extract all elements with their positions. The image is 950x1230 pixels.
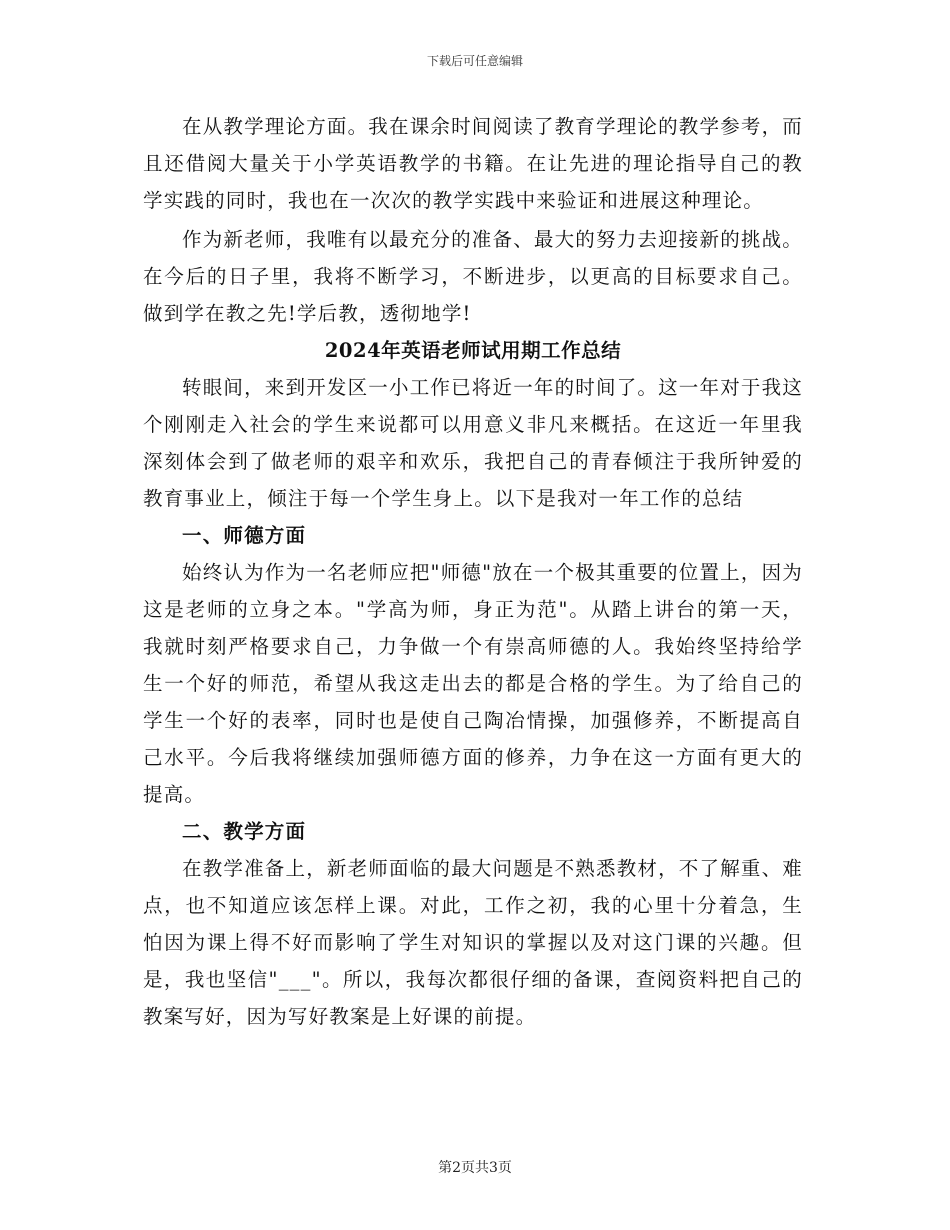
paragraph-new-teacher: 作为新老师，我唯有以最充分的准备、最大的努力去迎接新的挑战。在今后的日子里，我将不断学习，不断进步，以更高的目标要求自己。做到学在教之先!学后教，透彻地学!: [143, 228, 804, 325]
paragraph-intro: 转眼间，来到开发区一小工作已将近一年的时间了。这一年对于我这个刚刚走入社会的学生来说都可以用意义非凡来概括。在这近一年里我深刻体会到了做老师的艰辛和欢乐，我把自己的青春倾注于我所钟爱的教育事业上，倾注于每一个学生身上。以下是我对一年工作的总结: [143, 376, 804, 510]
page-footer: 第2页共3页: [438, 1160, 512, 1176]
paragraph-ethics: 始终认为作为一名老师应把"师德"放在一个极其重要的位置上，因为这是老师的立身之本。"学高为师，身正为范"。从踏上讲台的第一天，我就时刻严格要求自己，力争做一个有崇高师德的人。我始终坚持给学生一个好的师范，希望从我这走出去的都是合格的学生。为了给自己的学生一个好的表率，同时也是使自己陶冶情操，加强修养，不断提高自己水平。今后我将继续加强师德方面的修养，力争在这一方面有更大的提高。: [143, 561, 803, 806]
section-heading-ethics: 一、师德方面: [182, 524, 307, 547]
paragraph-teaching: 在教学准备上，新老师面临的最大问题是不熟悉教材，不了解重、难点，也不知道应该怎样上课。对此，工作之初，我的心里十分着急，生怕因为课上得不好而影响了学生对知识的掌握以及对这门课的兴趣。但是，我也坚信"___"。所以，我每次都很仔细的备课，查阅资料把自己的教案写好，因为写好教案是上好课的前提。: [143, 857, 804, 1028]
document-title: 2024年英语老师试用期工作总结: [324, 339, 622, 362]
page-header: 下载后可任意编辑: [426, 54, 523, 68]
document-body: [143, 108, 803, 1035]
section-heading-teaching: 二、教学方面: [182, 820, 307, 843]
paragraph-theory: 在从教学理论方面。我在课余时间阅读了教育学理论的教学参考，而且还借阅大量关于小学英语教学的书籍。在让先进的理论指导自己的教学实践的同时，我也在一次次的教学实践中来验证和进展这种理论。: [143, 115, 804, 212]
